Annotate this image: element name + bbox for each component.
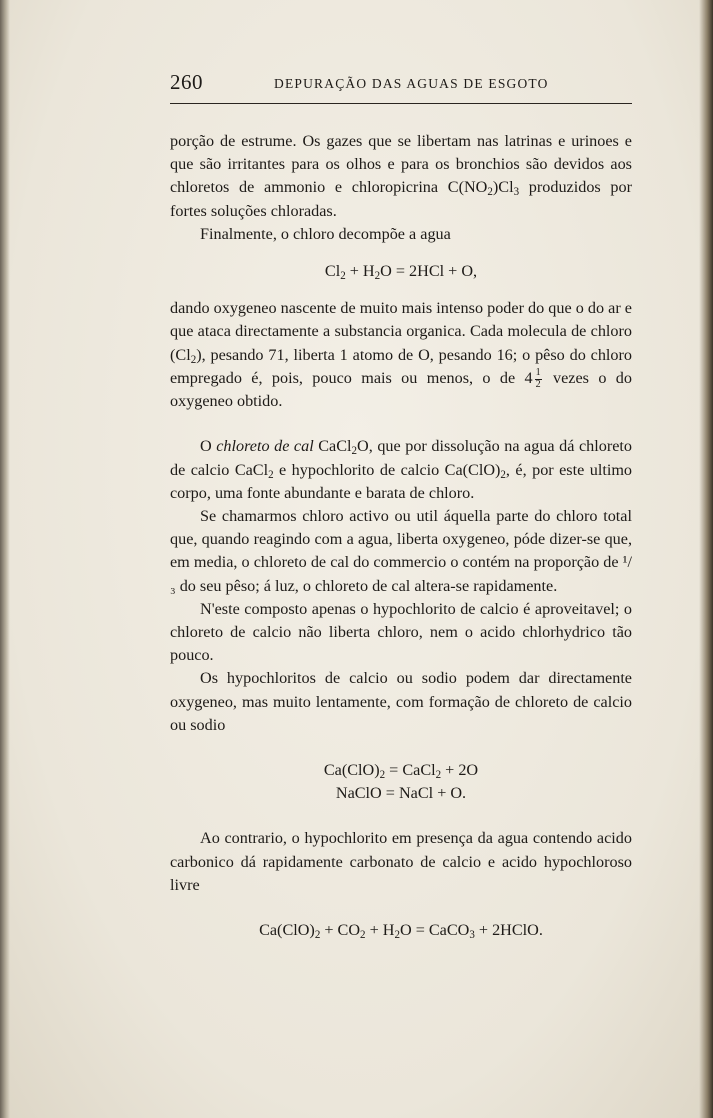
- paragraph-7: Os hypochloritos de calcio ou sodio podem dar directamente oxygeneo, mas muito lentamente, com formação de chloreto de calcio ou sodio: [170, 669, 632, 734]
- paragraph-3: dando oxygeneo nascente de muito mais intenso poder do que o do ar e que ataca directamente a substancia organica. Cada molecula de chloro $(Cl_2)$, pesando 71, liberta 1 atomo de O, pesando 16; o pêso do chloro empregado é, pois, pouco mais ou menos, o de 4 $\frac{1}{2}$ vezes o do oxygeneo obtido.: [170, 299, 632, 411]
- equation-2: $Ca(ClO)_2$ = CaCl$_2$ + 2O: [323, 761, 479, 781]
- running-title: DEPURAÇÃO DAS AGUAS DE ESGOTO: [274, 76, 549, 91]
- page-edge-right: [699, 0, 713, 1118]
- equation-1: $Cl_2 + H_2O = 2HCl + O$,: [324, 262, 478, 282]
- fraction-one-half: $\frac{1}{2}$: [535, 367, 541, 390]
- page-number: 260: [170, 70, 203, 94]
- page-header: [170, 70, 630, 100]
- paragraph-6: N'este composto apenas o hypochlorito de calcio é aproveitavel; o chloreto de calcio não liberta chloro, nem o acido chlorhydrico tão pouco.: [170, 599, 632, 665]
- paragraph-1: porção de estrume. Os gazes que se libertam nas latrinas e urinoes e que são irritantes para os olhos e para os bronchios são devidos aos chloretos de ammonio e chloropicrina $C(NO_2)Cl_3$ produzidos por fortes soluções chloradas.: [170, 132, 632, 220]
- body-text: [170, 130, 632, 942]
- paragraph-8: Ao contrario, o hypochlorito em presença da agua contendo acido carbonico dá rapidamente carbonato de calcio e acido hypochloroso livre: [170, 829, 632, 894]
- paragraph-5: Se chamarmos chloro activo ou util áquella parte do chloro total que, quando reagindo com a agua, liberta oxygeneo, póde dizer-se que, em media, o chloreto de cal do commercio o contém na proporção de ¹/₃ do seu pêso; á luz, o chloreto de cal altera-se rapidamente.: [170, 506, 632, 595]
- header-rule: [170, 103, 632, 104]
- equation-3: NaClO = NaCl + O.: [335, 784, 467, 803]
- paragraph-4: O chloreto de cal CaCl$_2$O, que por dissolução na agua dá chloreto de calcio CaCl$_2$ e hypochlorito de calcio $Ca(ClO)_2$, é, por este ultimo corpo, uma fonte abundante e barata de chloro.: [170, 437, 633, 502]
- page-edge-left: [0, 0, 10, 1118]
- equation-4: $Ca(ClO)_2 + CO_2 + H_2O$ = CaCO$_3$ + 2HClO.: [259, 921, 543, 941]
- paragraph-2: Finalmente, o chloro decompõe a agua: [200, 224, 451, 243]
